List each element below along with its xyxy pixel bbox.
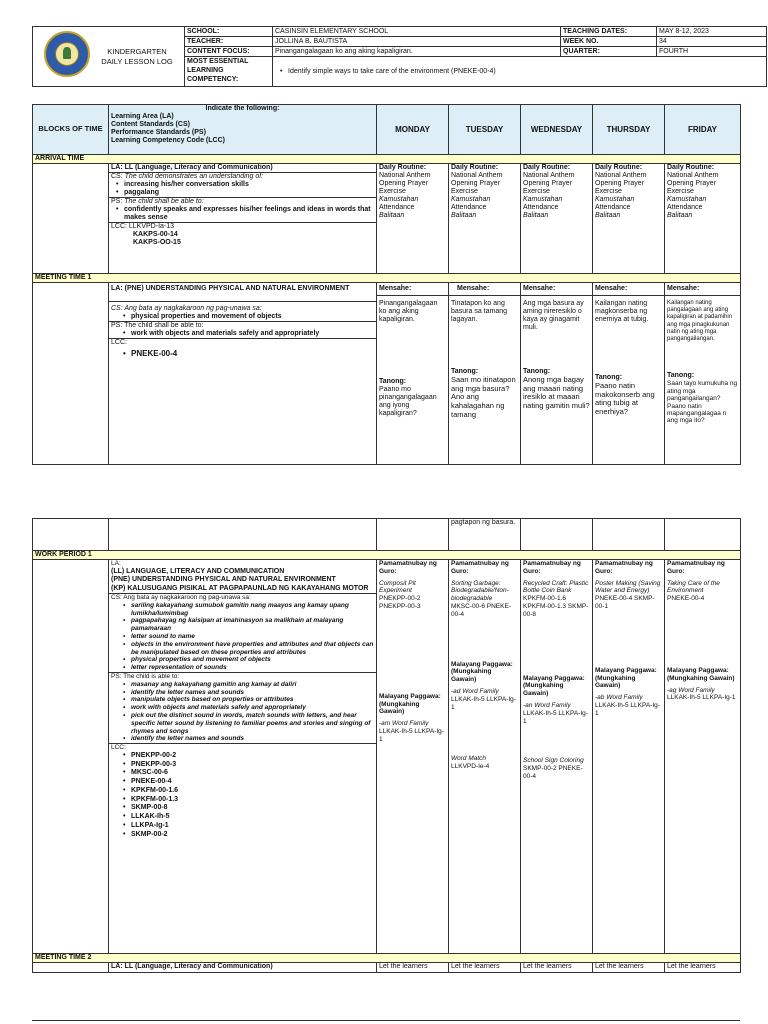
indicate-ps: Performance Standards (PS)	[111, 129, 206, 137]
meeting1-ps-item: • work with objects and materials safely and appropriately	[109, 330, 376, 338]
guro-activity: Sorting Garbage: Biodegradable/Non-biodegradable	[451, 579, 509, 603]
routine-item: Kamustahan	[379, 196, 419, 204]
arrival-lcc: LCC: LLKVPD-Ia-13	[111, 223, 175, 231]
work-period-row	[33, 560, 741, 954]
arrival-ps-label: PS:	[111, 198, 123, 206]
meeting1-wednesday	[521, 283, 593, 465]
tanong-text: Anong mga bagay ang maaari nating iresiklo at maaari nating gamitin muli?	[523, 375, 590, 410]
work-ps-item: • work with objects and materials safely and appropriately	[109, 704, 376, 712]
routine-item: Exercise	[595, 188, 622, 196]
routine-item: Opening Prayer	[451, 180, 501, 188]
routine-item: Balitaan	[667, 212, 693, 220]
work-cs-item: • objects in the environment have properties and attributes and that objects can be manipulated based on these properties and attributes	[109, 641, 376, 657]
arrival-tuesday	[449, 164, 521, 274]
mensahe-label: Mensahe:	[593, 283, 664, 296]
tanong-label: Tanong:	[523, 368, 551, 376]
routine-item: National Anthem	[667, 172, 719, 180]
malayang-codes: LLKAK-Ih-5 LLKPA-Ig-1	[451, 695, 516, 711]
arrival-ps-item: • confidently speaks and expresses his/her feelings and ideas in words that makes sense	[111, 206, 374, 222]
work-lcc-item: • PNEKE-00-4	[109, 778, 376, 787]
meeting2-la: LA: LL (Language, Literacy and Communication)	[109, 963, 377, 973]
arrival-competency-cell	[109, 164, 377, 274]
work-lcc-item: • KPKFM-00-1.6	[109, 787, 376, 796]
focus-value: Pinangangalagaan ko ang aking kapaligiran.	[273, 47, 561, 57]
malayang-activity: -ab Word Family	[595, 694, 643, 702]
extra-codes: LLKVPD-Ie-4	[451, 763, 490, 771]
meeting1-lcc-item: • PNEKE-00-4	[109, 349, 376, 358]
meeting1-monday	[377, 283, 449, 465]
arrival-cs-item: • paggalang	[111, 189, 374, 197]
meeting2-thursday: Let the learners	[593, 963, 665, 973]
meeting1-cs: CS: Ang bata ay nagkakaroon ng pag-unawa sa:	[111, 305, 262, 313]
routine-item: Exercise	[523, 188, 550, 196]
routine-item: Opening Prayer	[379, 180, 429, 188]
dates-label: TEACHING DATES:	[561, 27, 657, 37]
indicate-header	[109, 105, 377, 155]
work-competency-cell	[109, 560, 377, 954]
malayang-activity: -am Word Family	[379, 720, 429, 728]
meeting1-cs-item: • physical properties and movement of objects	[109, 313, 376, 321]
work-ps-item: • identify the letter names and sounds	[109, 735, 376, 743]
melc-label: MOST ESSENTIAL LEARNING COMPETENCY:	[185, 57, 273, 87]
malayang-label: Malayang Paggawa: (Mungkahing Gawain)	[595, 666, 657, 690]
arrival-wednesday	[521, 164, 593, 274]
routine-item: National Anthem	[451, 172, 503, 180]
teacher-value: JOLLINA B. BAUTISTA	[273, 37, 561, 47]
arrival-monday	[377, 164, 449, 274]
work-lcc-item: • SKMP-00-2	[109, 831, 376, 840]
malayang-activity: -an Word Family	[523, 701, 571, 709]
work-la-item: (PNE) UNDERSTANDING PHYSICAL AND NATURAL ENVIRONMENT	[111, 576, 336, 584]
routine-item: Opening Prayer	[667, 180, 717, 188]
routine-item: Balitaan	[523, 212, 549, 220]
malayang-activity: -ad Word Family	[451, 687, 499, 695]
quarter-value: FOURTH	[657, 47, 767, 57]
quarter-label: QUARTER:	[561, 47, 657, 57]
routine-item: Attendance	[451, 204, 487, 212]
routine-item: Attendance	[595, 204, 631, 212]
work-ps-item: • manipulate objects based on properties or attributes	[109, 696, 376, 704]
routine-item: Opening Prayer	[595, 180, 645, 188]
meeting2-monday: Let the learners	[377, 963, 449, 973]
day-header-wednesday: WEDNESDAY	[521, 105, 593, 155]
guro-label: Pamamatnubay ng Guro:	[523, 560, 581, 575]
indicate-title: Indicate the following:	[205, 105, 280, 112]
routine-item: Attendance	[523, 204, 559, 212]
week-label: WEEK NO.	[561, 37, 657, 47]
lesson-table-page1	[32, 104, 740, 465]
routine-title: Daily Routine:	[667, 164, 715, 171]
routine-item: Exercise	[379, 188, 406, 196]
routine-item: Kamustahan	[523, 196, 563, 204]
guro-codes: PNEKPP-00-2 PNEKPP-00-3	[379, 595, 421, 610]
routine-item: National Anthem	[595, 172, 647, 180]
meeting2-wednesday: Let the learners	[521, 963, 593, 973]
work-cs-item: • letter representation of sounds	[109, 664, 376, 672]
routine-item: Balitaan	[451, 212, 477, 220]
arrival-lcc-code: KAKPS-00-14	[133, 231, 178, 239]
routine-item: National Anthem	[379, 172, 431, 180]
mensahe-text: Kailangan nating pangalagaan ang ating kapaligiran at padamihin ang mga pinagkukunan natin ng ating mga pangangailangan.	[667, 300, 733, 342]
dll-header-block	[32, 26, 740, 87]
routine-item: Kamustahan	[667, 196, 707, 204]
work-la-label: LA:	[111, 560, 121, 567]
meeting1-thursday	[593, 283, 665, 465]
arrival-thursday	[593, 164, 665, 274]
work-lcc-item: • LLKAK-Ih-5	[109, 813, 376, 822]
meeting1-row	[33, 283, 741, 465]
tanong-label: Tanong:	[595, 374, 623, 382]
work-lcc: LCC:	[111, 744, 126, 752]
day-header-tuesday: TUESDAY	[449, 105, 521, 155]
tanong-label: Tanong:	[667, 372, 695, 380]
day-header-friday: FRIDAY	[665, 105, 741, 155]
extra-codes: SKMP-00-2 PNEKE-00-4	[523, 765, 583, 780]
work-monday	[377, 560, 449, 954]
meeting1-competency-cell	[109, 283, 377, 465]
day-header-thursday: THURSDAY	[593, 105, 665, 155]
work-lcc-item: • MKSC-00-6	[109, 769, 376, 778]
routine-title: Daily Routine:	[523, 164, 571, 171]
lesson-table-page2	[32, 518, 740, 973]
guro-activity: Composit Pit Experiment	[379, 579, 416, 595]
malayang-label: Malayang Paggawa: (Mungkahing Gawain)	[667, 666, 735, 682]
guro-activity: Recycled Craft: Plastic Bottle Coin Bank	[523, 579, 589, 595]
melc-cell	[273, 57, 767, 87]
malayang-activity: -ag Word Family	[667, 686, 715, 694]
indicate-cs: Content Standards (CS)	[111, 121, 190, 129]
guro-label: Pamamatnubay ng Guro:	[379, 560, 437, 575]
mensahe-label: Mensahe:	[377, 283, 448, 296]
meeting2-row	[33, 963, 741, 973]
malayang-codes: LLKAK-Ih-5 LLKPA-Ig-1	[595, 701, 660, 717]
routine-item: National Anthem	[523, 172, 575, 180]
work-ps-item: • masanay ang kakayahang gamitin ang kamay at daliri	[109, 681, 376, 689]
malayang-label: Malayang Paggawa: (Mungkahing Gawain)	[451, 660, 513, 684]
tanong-text: Paano mo pinangangalagaan ang iyong kapaligiran?	[379, 386, 437, 418]
dates-value: MAY 8-12, 2023	[657, 27, 767, 37]
malayang-label: Malayang Paggawa: (Mungkahing Gawain)	[523, 674, 585, 698]
routine-item: Kamustahan	[595, 196, 635, 204]
meeting2-tuesday: Let the learners	[449, 963, 521, 973]
work-lcc-item: • SKMP-00-8	[109, 804, 376, 813]
school-label: SCHOOL:	[185, 27, 273, 37]
tanong-text: Saan tayo kumukuha ng ating mga pangangailangan? Paano natin mapangangalagaa n ang mga ito?	[667, 380, 738, 425]
routine-title: Daily Routine:	[451, 164, 499, 171]
work-cs-item: • pagpapahayag ng kaisipan at imahinasyon sa malikhain at malayang pamamaraan	[109, 617, 376, 633]
tuesday-continued-text: pagtapon ng basura.	[449, 519, 521, 551]
routine-item: Kamustahan	[451, 196, 491, 204]
work-lcc-item: • LLKPA-Ig-1	[109, 822, 376, 831]
meeting1-lcc: LCC:	[111, 339, 127, 347]
routine-title: Daily Routine:	[379, 164, 427, 171]
guro-codes: KPKFM-00-1.6 KPKFM-00-1.3 SKMP-00-8	[523, 595, 589, 618]
section-arrival-time: ARRIVAL TIME	[33, 155, 741, 164]
blocks-header: BLOCKS OF TIME	[33, 105, 109, 155]
school-value: CASINSIN ELEMENTARY SCHOOL	[273, 27, 561, 37]
melc-value: • Identify simple ways to take care of the environment (PNEKE-00-4)	[275, 67, 764, 76]
day-header-monday: MONDAY	[377, 105, 449, 155]
work-cs-item: • sariling kakayahang sumubok gamitin nang maayos ang kamay upang lumikha/lumimbag	[109, 602, 376, 618]
section-work-period-1: WORK PERIOD 1	[33, 551, 741, 560]
dll-title-grade: KINDERGARTEN	[107, 47, 167, 56]
routine-item: Opening Prayer	[523, 180, 573, 188]
routine-item: Attendance	[379, 204, 415, 212]
routine-item: Attendance	[667, 204, 703, 212]
header-table	[32, 26, 767, 87]
meeting1-friday	[665, 283, 741, 465]
lesson-table	[32, 104, 741, 465]
arrival-cs: The child demonstrates an understanding of:	[124, 173, 264, 181]
indicate-lcc: Learning Competency Code (LCC)	[111, 137, 225, 145]
meeting2-friday: Let the learners	[665, 963, 741, 973]
school-logo-cell	[33, 27, 185, 87]
arrival-cs-item: • increasing his/her conversation skills	[111, 181, 374, 189]
work-friday	[665, 560, 741, 954]
routine-title: Daily Routine:	[595, 164, 643, 171]
work-cs-item: • letter sound to name	[109, 633, 376, 641]
work-thursday	[593, 560, 665, 954]
work-la-item: (KP) KALUSUGANG PISIKAL AT PAGPAPAUNLAD NG KAKAYAHANG MOTOR	[109, 585, 376, 594]
work-lcc-item: • KPKFM-00-1.3	[109, 796, 376, 805]
guro-codes: PNEKE-00-4 SKMP-00-1	[595, 595, 655, 610]
work-wednesday	[521, 560, 593, 954]
extra-activity: Word Match	[451, 755, 487, 763]
work-cs-item: • physical properties and movement of objects	[109, 656, 376, 664]
table-head-row	[33, 105, 741, 155]
work-cs: CS: Ang bata ay nagkakaroon ng pag-unawa sa:	[111, 593, 251, 601]
meeting1-la: LA: (PNE) UNDERSTANDING PHYSICAL AND NATURAL ENVIRONMENT	[109, 283, 376, 302]
indicate-la: Learning Area (LA)	[111, 113, 174, 121]
mensahe-text: Kailangan nating magkonserba ng enemiya at tubig.	[595, 300, 649, 324]
guro-codes: PNEKE-00-4	[667, 595, 705, 603]
work-ps: PS: The child is able to:	[111, 672, 180, 680]
mensahe-text: Tinatapon ko ang basura sa tamang lagayan.	[451, 300, 508, 324]
arrival-cs-label: CS:	[111, 173, 123, 181]
mensahe-label: Mensahe:	[521, 283, 592, 296]
meeting1-ps: PS: The child shall be able to:	[111, 322, 204, 330]
work-ps-item: • pick out the distinct sound in words, match sounds with letters, and hear specific letter sound by listening to familiar poems and stories and singing of rhymes and songs	[109, 712, 376, 735]
mensahe-label: Mensahe:	[665, 283, 740, 296]
next-page-edge	[32, 1020, 740, 1024]
guro-codes: MKSC-00-6 PNEKE-00-4	[451, 602, 511, 618]
work-lcc-item: • PNEKPP-00-2	[109, 752, 376, 761]
tanong-label: Tanong:	[451, 368, 479, 376]
routine-item: Balitaan	[595, 212, 621, 220]
section-meeting-time-1: MEETING TIME 1	[33, 274, 741, 283]
tanong-label: Tanong:	[379, 378, 407, 386]
mensahe-text: Pinangangalagaan ko ang aking kapaligiran.	[379, 300, 438, 324]
malayang-codes: LLKAK-Ih-5 LLKPA-Ig-1	[379, 727, 444, 743]
malayang-codes: LLKAK-Ih-5 LLKPA-Ig-1	[667, 694, 736, 702]
extra-activity: School Sign Coloring	[523, 757, 584, 765]
guro-label: Pamamatnubay ng Guro:	[667, 560, 725, 575]
malayang-label: Malayang Paggawa: (Mungkahing Gawain)	[379, 692, 441, 716]
dll-title: DAILY LESSON LOG	[101, 57, 173, 66]
guro-activity: Poster Making (Saving Water and Energy)	[595, 579, 661, 595]
malayang-codes: LLKAK-Ih-5 LLKPA-Ig-1	[523, 709, 588, 725]
work-la-item: (LL) LANGUAGE, LITERACY AND COMMUNICATION	[111, 567, 285, 575]
arrival-ps: The child shall be able to:	[124, 198, 204, 206]
focus-label: CONTENT FOCUS:	[185, 47, 273, 57]
mensahe-text: Ang mga basura ay aming nireresiklo o kaya ay ginagamit muli.	[523, 300, 584, 332]
arrival-lcc-code: KAKPS-OO-15	[133, 239, 181, 247]
tanong-text: Paano natin makokonserb ang ating tubig at enerhiya?	[595, 381, 655, 416]
meeting1-tuesday	[449, 283, 521, 465]
lesson-table-continued	[32, 518, 741, 973]
tanong-text: Saan mo itinatapon ang mga basura? Ano ang kahalagahan ng tamang	[451, 375, 516, 419]
guro-activity: Taking Care of the Environment	[667, 579, 720, 595]
teacher-label: TEACHER:	[185, 37, 273, 47]
routine-item: Exercise	[667, 188, 694, 196]
work-tuesday	[449, 560, 521, 954]
guro-label: Pamamatnubay ng Guro:	[451, 560, 509, 575]
routine-item: Balitaan	[379, 212, 405, 220]
work-ps-item: • identify the letter names and sounds	[109, 689, 376, 697]
deped-seal-icon	[37, 27, 97, 77]
section-meeting-time-2: MEETING TIME 2	[33, 954, 741, 963]
week-value: 34	[657, 37, 767, 47]
mensahe-label: Mensahe:	[449, 283, 520, 296]
arrival-row	[33, 164, 741, 274]
routine-item: Exercise	[451, 188, 478, 196]
arrival-la: LA: LL (Language, Literacy and Communication)	[109, 164, 376, 173]
arrival-friday	[665, 164, 741, 274]
work-lcc-item: • PNEKPP-00-3	[109, 761, 376, 770]
guro-label: Pamamatnubay ng Guro:	[595, 560, 653, 575]
